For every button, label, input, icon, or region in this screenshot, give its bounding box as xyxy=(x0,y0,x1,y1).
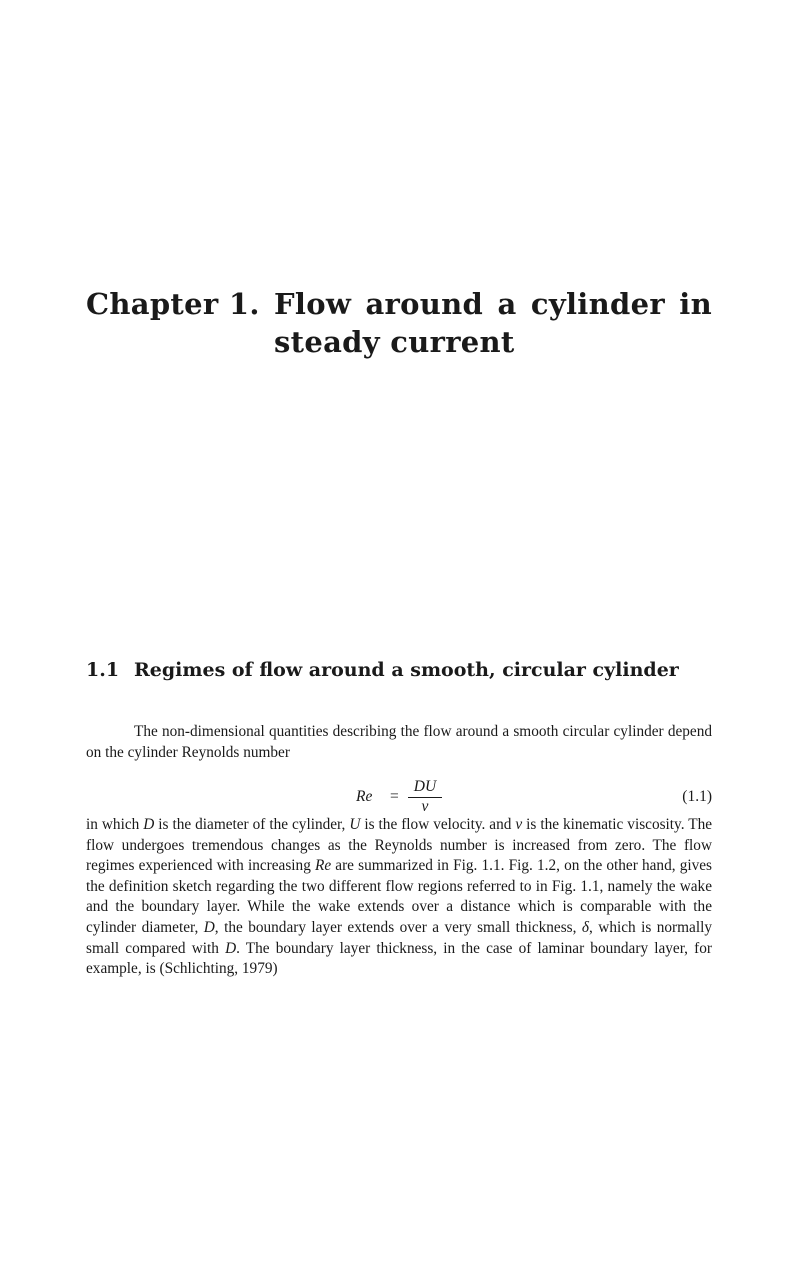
math-symbol: D xyxy=(225,939,237,957)
text-run: are summarized in Fig. 1.1. Fig. 1.2, on the other hand, gives the definition sketch regarding the two different flow regions referred to in Fig. 1.1, namely the wake and the boundary layer. While the wake extends over a distance which is comparable with the cylinder diameter, xyxy=(86,857,712,936)
chapter-title-word: Flow xyxy=(274,287,352,321)
math-symbol: D xyxy=(203,918,215,936)
text-run: . The boundary layer thickness, in the case of laminar boundary layer, for example, is (Schlichting, 1979) xyxy=(86,939,712,978)
equation-numerator: DU xyxy=(408,777,442,798)
chapter-title-word: around xyxy=(365,287,484,321)
text-run: is the flow velocity. and xyxy=(360,816,516,833)
chapter-title-line-2: steady current xyxy=(274,325,515,359)
math-symbol: δ xyxy=(581,918,590,936)
chapter-title xyxy=(274,285,714,361)
chapter-title-word: cylinder xyxy=(530,287,665,321)
text-run: , the boundary layer extends over a very small thickness, xyxy=(214,918,582,936)
math-symbol: U xyxy=(349,816,361,833)
chapter-title-word: in xyxy=(679,287,712,321)
chapter-label: Chapter 1. xyxy=(86,287,260,321)
equation-number: (1.1) xyxy=(682,788,712,805)
equation-reynolds xyxy=(86,776,712,816)
chapter-title-line-1 xyxy=(274,285,712,323)
section-number: 1.1 xyxy=(86,659,120,681)
equation-lhs: Re xyxy=(356,788,373,805)
chapter-title-word: a xyxy=(497,287,517,321)
equation-fraction xyxy=(408,777,442,816)
text-run: , which is normally small compared with xyxy=(86,918,712,957)
paragraph-intro: The non-dimensional quantities describing the flow around a smooth circular cylinder depend on the cylinder Reynolds number xyxy=(86,723,712,761)
equation-equals: = xyxy=(390,788,399,805)
text-run: in which xyxy=(86,816,144,833)
equation-denominator: ν xyxy=(421,798,429,815)
text-run: is the diameter of the cylinder, xyxy=(154,816,350,833)
math-symbol: Re xyxy=(315,857,332,875)
text-run: is the kinematic viscosity. The flow undergoes tremendous changes as the Reynolds number is increased from zero. The flow regimes experienced with increasing xyxy=(86,816,713,875)
math-symbol: ν xyxy=(515,816,523,833)
paragraph-body xyxy=(86,815,712,980)
section-heading xyxy=(86,657,726,683)
section-title: Regimes of flow around a smooth, circular cylinder xyxy=(134,659,679,681)
math-symbol: D xyxy=(143,816,155,833)
